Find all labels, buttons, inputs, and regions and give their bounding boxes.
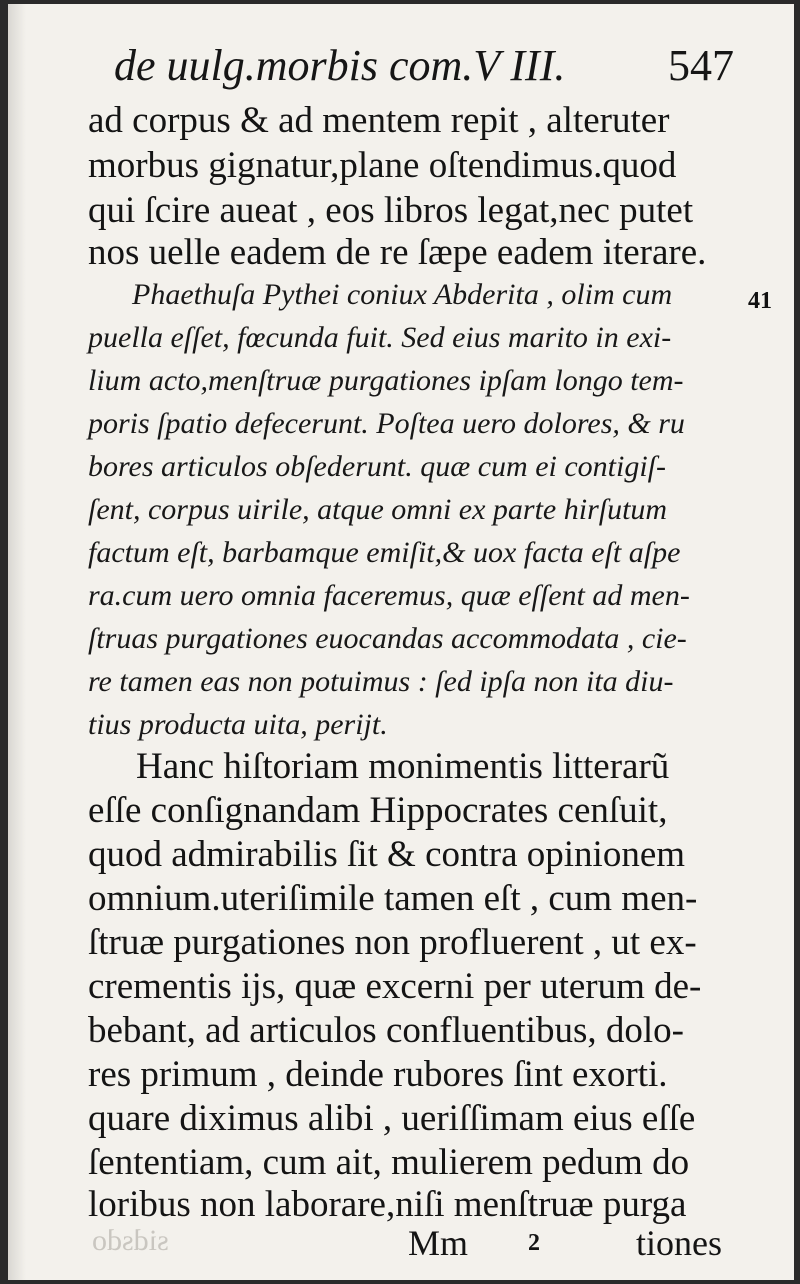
- text-line: nos uelle eadem de re ſæpe eadem iterare.: [88, 232, 707, 273]
- page-header: [114, 40, 754, 102]
- text-line: bores articulos obſederunt. quæ cum ei contigiſ-: [88, 450, 666, 483]
- text-line: morbus gignatur,plane oſtendimus.quod: [88, 145, 677, 186]
- text-line: quare diximus alibi , ueriſſimam eius eſſe: [88, 1098, 696, 1139]
- text-line: bebant, ad articulos confluentibus, dolo-: [88, 1010, 684, 1051]
- text-line: ſententiam, cum ait, mulierem pedum do: [88, 1142, 690, 1183]
- text-line: ra.cum uero omnia faceremus, quæ eſſent ad men-: [88, 579, 690, 612]
- book-page: [8, 4, 794, 1280]
- catchword: tiones: [636, 1223, 722, 1263]
- text-line: ſent, corpus uirile, atque omni ex parte hirſutum: [88, 493, 668, 526]
- running-head: de uulg.morbis com.V III.: [114, 41, 566, 90]
- text-line: qui ſcire aueat , eos libros legat,nec putet: [88, 190, 694, 231]
- text-line: lium acto,menſtruæ purgationes ipſam longo tem-: [88, 364, 684, 397]
- marginal-note: 41: [748, 288, 772, 314]
- signature-number: 2: [528, 1230, 540, 1256]
- text-line: res primum , deinde rubores ſint exorti.: [88, 1054, 668, 1095]
- text-line: re tamen eas non potuimus : ſed ipſa non ita diu-: [88, 665, 674, 698]
- text-line: crementis iјs, quæ excerni per uterum de-: [88, 966, 702, 1007]
- text-line: ad corpus & ad mentem repit , alteruter: [88, 100, 670, 141]
- text-line: quod admirabilis ſit & contra opinionem: [88, 834, 686, 875]
- text-line: poris ſpatio defecerunt. Poſtea uero dolores, & ru: [88, 407, 685, 440]
- signature-mark: Mm: [408, 1223, 469, 1263]
- bleed-through-text: sidsdo: [92, 1224, 169, 1257]
- text-line: Hanc hiſtoriam monimentis litterarũ: [136, 746, 670, 787]
- text-line: puella eſſet, fœcunda fuit. Sed eius marito in exi-: [88, 321, 672, 354]
- text-line: omnium.uteriſimile tamen eſt , cum men-: [88, 878, 698, 919]
- text-line: eſſe conſignandam Hippocrates cenſuit,: [88, 790, 668, 831]
- page-number: 547: [668, 41, 734, 90]
- text-line: loribus non laborare,niſi menſtruæ purga: [88, 1184, 687, 1225]
- text-line: ſtruas purgationes euocandas accommodata , cie-: [88, 622, 687, 655]
- text-line: Phaethuſa Pythei coniux Abderita , olim cum: [132, 278, 673, 311]
- text-line: ſtruæ purgationes non profluerent , ut ex-: [88, 922, 697, 963]
- text-line: factum eſt, barbamque emiſit,& uox facta eſt aſpe: [88, 536, 681, 569]
- text-line: tius producta uita, periјt.: [88, 708, 388, 741]
